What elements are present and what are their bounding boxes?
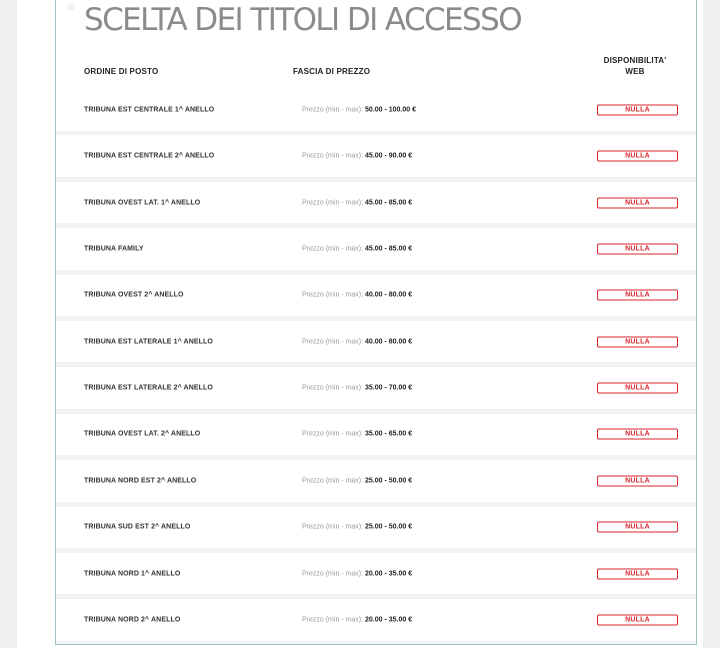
price-range: [302, 617, 412, 624]
price-range: [302, 106, 416, 113]
price-prefix: Prezzo (min - max):: [302, 291, 366, 299]
price-value: 45.00 - 85.00 €: [365, 199, 413, 207]
table-row[interactable]: [56, 228, 696, 270]
sector-name: TRIBUNA EST LATERALE 1^ ANELLO: [84, 338, 213, 346]
table-row[interactable]: [56, 414, 696, 456]
availability-badge: NULLA: [597, 615, 678, 626]
price-value: 25.00 - 50.00 €: [365, 523, 413, 531]
availability-badge: NULLA: [597, 429, 678, 440]
sector-name: TRIBUNA SUD EST 2^ ANELLO: [84, 523, 191, 531]
table-row[interactable]: [56, 182, 696, 224]
table-row[interactable]: [56, 507, 696, 549]
sector-name: TRIBUNA OVEST LAT. 1^ ANELLO: [84, 199, 201, 207]
availability-badge: NULLA: [597, 336, 678, 347]
price-value: 25.00 - 50.00 €: [365, 477, 413, 485]
table-row[interactable]: [56, 599, 696, 641]
price-prefix: Prezzo (min - max):: [302, 523, 366, 531]
availability-badge: NULLA: [597, 197, 678, 208]
price-value: 40.00 - 80.00 €: [365, 338, 413, 346]
price-range: [302, 153, 412, 160]
price-prefix: Prezzo (min - max):: [302, 106, 366, 114]
table-row[interactable]: [56, 321, 696, 363]
availability-header-line1: DISPONIBILITA': [603, 56, 667, 65]
price-prefix: Prezzo (min - max):: [302, 199, 366, 207]
price-prefix: Prezzo (min - max):: [302, 430, 366, 438]
column-header-order: ORDINE DI POSTO: [84, 67, 159, 76]
ticket-selection-panel: [55, 0, 697, 645]
ticket-table: [56, 89, 696, 645]
price-range: [302, 570, 412, 577]
price-range: [302, 431, 412, 438]
price-range: [302, 524, 412, 531]
sector-name: TRIBUNA EST LATERALE 2^ ANELLO: [84, 384, 213, 392]
price-range: [302, 245, 412, 252]
price-prefix: Prezzo (min - max):: [302, 152, 366, 160]
price-range: [302, 199, 412, 206]
page-background: [17, 0, 703, 648]
sector-name: TRIBUNA OVEST LAT. 2^ ANELLO: [84, 430, 201, 438]
availability-badge: NULLA: [597, 383, 678, 394]
price-prefix: Prezzo (min - max):: [302, 570, 366, 578]
price-value: 50.00 - 100.00 €: [365, 106, 417, 114]
table-row[interactable]: [56, 367, 696, 409]
price-value: 20.00 - 35.00 €: [365, 570, 413, 578]
price-range: [302, 385, 412, 392]
availability-badge: NULLA: [597, 104, 678, 115]
table-row[interactable]: [56, 135, 696, 177]
availability-badge: NULLA: [597, 475, 678, 486]
column-header-price: FASCIA DI PREZZO: [293, 67, 371, 76]
table-row[interactable]: [56, 275, 696, 317]
price-prefix: Prezzo (min - max):: [302, 245, 366, 253]
column-header-availability: [592, 55, 678, 77]
sector-name: TRIBUNA FAMILY: [84, 245, 144, 253]
decorative-dot: [67, 3, 75, 11]
availability-header-line2: WEB: [625, 67, 645, 76]
price-value: 45.00 - 85.00 €: [365, 245, 413, 253]
price-range: [302, 477, 412, 484]
price-prefix: Prezzo (min - max):: [302, 616, 366, 624]
price-range: [302, 292, 412, 299]
page-title: SCELTA DEI TITOLI DI ACCESSO: [84, 2, 522, 38]
sector-name: TRIBUNA NORD 1^ ANELLO: [84, 570, 181, 578]
price-value: 20.00 - 35.00 €: [365, 616, 413, 624]
price-value: 40.00 - 80.00 €: [365, 291, 413, 299]
availability-badge: NULLA: [597, 151, 678, 162]
sector-name: TRIBUNA EST CENTRALE 1^ ANELLO: [84, 106, 215, 114]
availability-badge: NULLA: [597, 290, 678, 301]
price-prefix: Prezzo (min - max):: [302, 338, 366, 346]
price-value: 35.00 - 65.00 €: [365, 430, 413, 438]
sector-name: TRIBUNA EST CENTRALE 2^ ANELLO: [84, 152, 215, 160]
price-prefix: Prezzo (min - max):: [302, 384, 366, 392]
price-value: 35.00 - 70.00 €: [365, 384, 413, 392]
sector-name: TRIBUNA OVEST 2^ ANELLO: [84, 291, 184, 299]
price-value: 45.00 - 90.00 €: [365, 152, 413, 160]
availability-badge: NULLA: [597, 522, 678, 533]
table-row[interactable]: [56, 553, 696, 595]
availability-badge: NULLA: [597, 568, 678, 579]
price-range: [302, 338, 412, 345]
table-row[interactable]: [56, 89, 696, 131]
table-row[interactable]: [56, 460, 696, 502]
price-prefix: Prezzo (min - max):: [302, 477, 366, 485]
availability-badge: NULLA: [597, 243, 678, 254]
sector-name: TRIBUNA NORD EST 2^ ANELLO: [84, 477, 197, 485]
sector-name: TRIBUNA NORD 2^ ANELLO: [84, 616, 181, 624]
